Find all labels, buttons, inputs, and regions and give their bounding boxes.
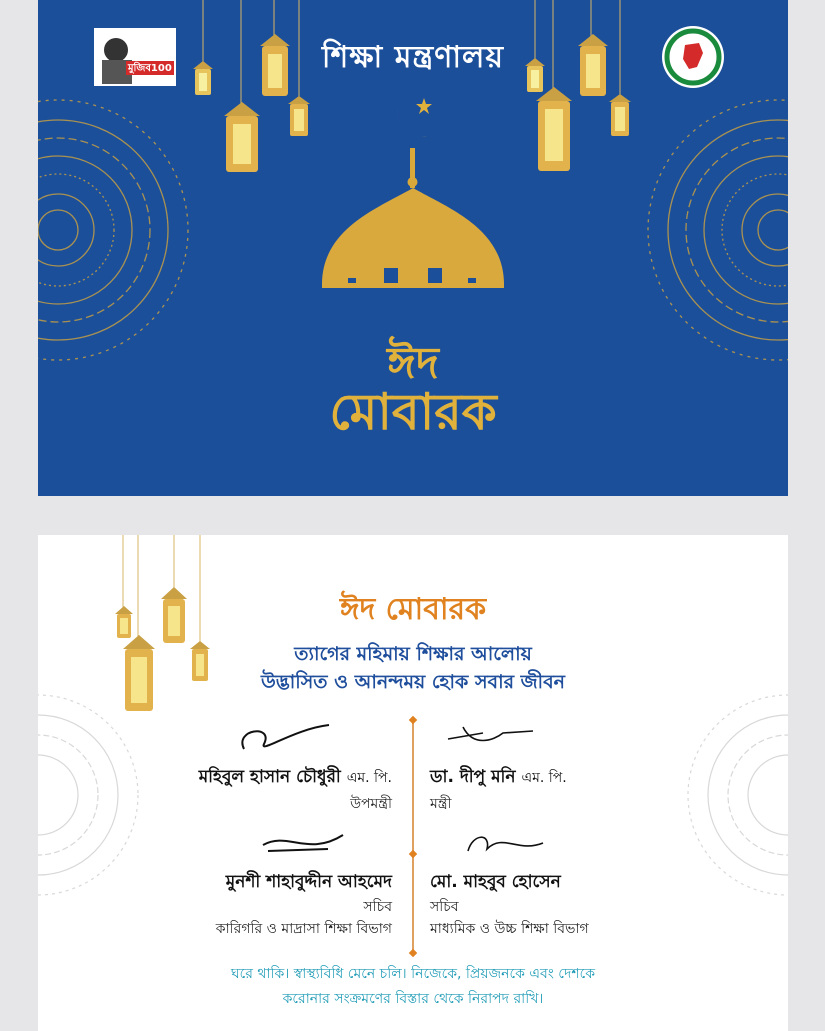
eid-mubarak-title: ঈদ মোবারক (339, 592, 487, 627)
eid-banner-card (38, 0, 788, 496)
ministry-title: শিক্ষা মন্ত্রণালয় (321, 40, 505, 75)
signatory-role-minister: মন্ত্রী (430, 796, 452, 812)
signature-deputy-minister (234, 719, 334, 759)
signatory-name-secretary-secondary: মো. মাহবুব হোসেন (430, 872, 561, 892)
signature-secretary-technical (258, 827, 348, 857)
signatory-dept-technical: কারিগরি ও মাদ্রাসা শিক্ষা বিভাগ (215, 921, 392, 937)
signatory-role-secretary-technical: সচিব (363, 899, 392, 915)
mosque-dome-icon (318, 148, 508, 338)
tagline-line1: ত্যাগের মহিমায় শিক্ষার আলোয় (294, 643, 532, 665)
signatory-dept-secondary: মাধ্যমিক ও উচ্চ শিক্ষা বিভাগ (430, 921, 589, 937)
faint-mandala-right (668, 685, 788, 905)
divider-dot-bottom (409, 949, 417, 957)
eid-greeting-line1: ঈদ (387, 338, 439, 389)
eid-message-card (38, 535, 788, 1031)
divider-dot-top (409, 716, 417, 724)
column-divider (412, 723, 414, 953)
signature-secretary-secondary (463, 829, 548, 861)
eid-greeting-line2: মোবারক (329, 383, 497, 441)
signatory-role-deputy-minister: উপমন্ত্রী (350, 796, 392, 812)
crescent-moon-star-icon (378, 88, 448, 148)
divider-dot-middle (409, 850, 417, 858)
signatory-name-secretary-technical: মুনশী শাহাবুদ্দীন আহমেদ (225, 872, 392, 892)
health-advice-line1: ঘরে থাকি। স্বাস্থ্যবিধি মেনে চলি। নিজেকে, প্রিয়জনকে এবং দেশকে (230, 966, 596, 982)
signature-minister (443, 721, 538, 751)
signatory-name-deputy-minister: মহিবুল হাসান চৌধুরী এম. পি. (198, 767, 392, 787)
signatory-role-secretary-secondary: সচিব (430, 899, 459, 915)
signatory-name-minister: ডা. দীপু মনি এম. পি. (430, 767, 567, 787)
health-advice-line2: করোনার সংক্রমণের বিস্তার থেকে নিরাপদ রাখি। (282, 991, 544, 1007)
tagline-line2: উদ্ভাসিত ও আনন্দময় হোক সবার জীবন (260, 671, 565, 693)
mujib-100-logo: মুজিব100 (94, 28, 176, 86)
